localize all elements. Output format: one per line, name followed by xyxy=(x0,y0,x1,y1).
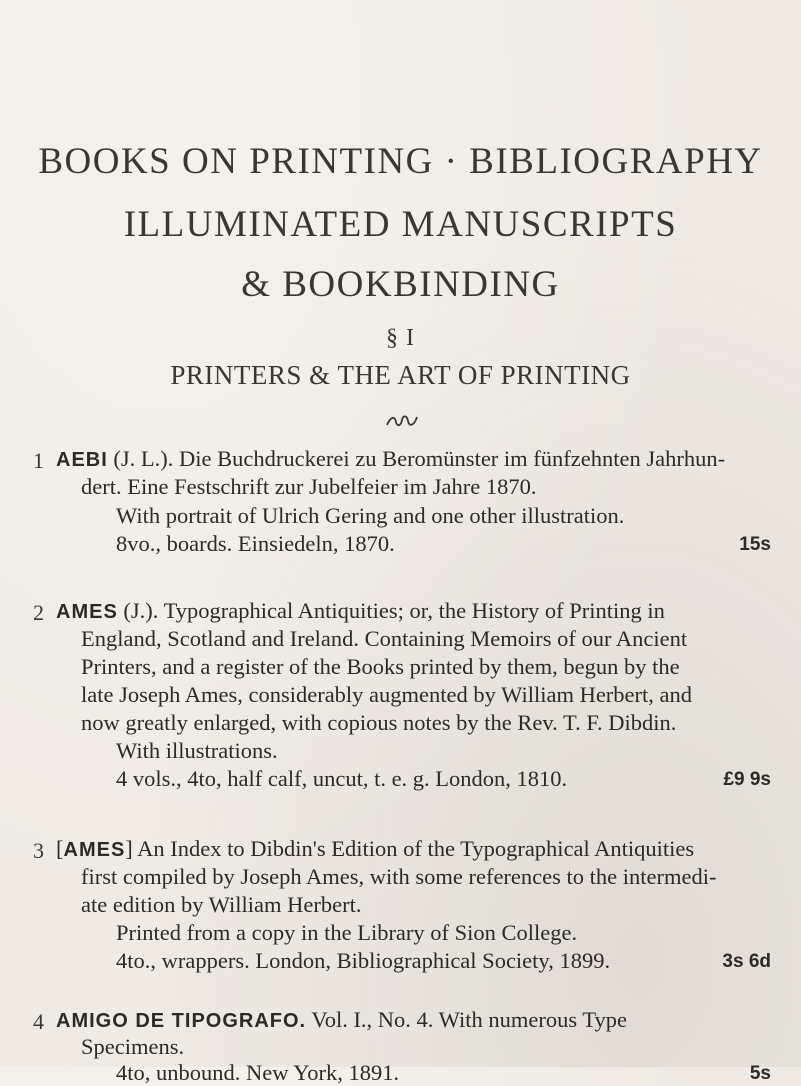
lot-number: 3 xyxy=(33,838,44,863)
ornament-icon xyxy=(385,414,419,428)
entry-text: ] An Index to Dibdin's Edition of the Typographical Antiquities xyxy=(125,836,695,861)
entry-line xyxy=(56,446,725,473)
entry-line: now greatly enlarged, with copious notes by the Rev. T. F. Dibdin. xyxy=(81,710,677,735)
lot-number: 2 xyxy=(33,600,44,625)
entry-line xyxy=(56,1007,627,1034)
lot-number: 1 xyxy=(33,448,44,473)
entry-text: (J.). Typographical Antiquities; or, the History of Printing in xyxy=(117,598,665,623)
entry-line: ate edition by William Herbert. xyxy=(81,892,362,917)
entry-line: Printers, and a register of the Books printed by them, begun by the xyxy=(81,654,680,679)
entry-author: AMIGO DE TIPOGRAFO. xyxy=(56,1010,307,1032)
heading-line-4: PRINTERS & THE ART OF PRINTING xyxy=(170,360,631,390)
entry-text: [ xyxy=(56,836,64,861)
heading-line-2: ILLUMINATED MANUSCRIPTS xyxy=(123,204,678,245)
lot-number: 4 xyxy=(33,1009,44,1034)
entry-line xyxy=(56,598,665,625)
entry-line: 4to, unbound. New York, 1891. xyxy=(116,1060,400,1085)
entry-line: Printed from a copy in the Library of Sion College. xyxy=(116,920,578,945)
entry-line: With portrait of Ulrich Gering and one other illustration. xyxy=(116,503,625,528)
entry-line: Specimens. xyxy=(81,1034,185,1059)
entry-author: AMES xyxy=(56,601,118,623)
entry-author: AEBI xyxy=(56,449,108,471)
entry-text: (J. L.). Die Buchdruckerei zu Beromünster im fünfzehnten Jahrhun- xyxy=(107,446,726,471)
price: £9 9s xyxy=(723,769,771,790)
entry-line: 4to., wrappers. London, Bibliographical Society, 1899. xyxy=(116,948,611,973)
price: 5s xyxy=(749,1063,771,1084)
entry-author: AMES xyxy=(63,839,126,861)
heading-line-3: & BOOKBINDING xyxy=(241,264,560,305)
entry-line: first compiled by Joseph Ames, with some references to the intermedi- xyxy=(81,864,717,889)
entry-line xyxy=(56,836,694,863)
section-mark: § I xyxy=(386,325,415,351)
entry-text: Vol. I., No. 4. With numerous Type xyxy=(306,1007,627,1032)
entry-line: 8vo., boards. Einsiedeln, 1870. xyxy=(116,531,395,556)
entry-line: England, Scotland and Ireland. Containing Memoirs of our Ancient xyxy=(81,626,688,651)
entry-line: With illustrations. xyxy=(116,738,278,763)
entry-line: dert. Eine Festschrift zur Jubelfeier im Jahre 1870. xyxy=(81,474,537,499)
heading-line-1: BOOKS ON PRINTING · BIBLIOGRAPHY xyxy=(38,141,763,182)
price: 15s xyxy=(739,534,771,555)
entry-line: late Joseph Ames, considerably augmented by William Herbert, and xyxy=(81,682,693,707)
entry-line: 4 vols., 4to, half calf, uncut, t. e. g. London, 1810. xyxy=(116,766,568,791)
price: 3s 6d xyxy=(722,951,771,972)
